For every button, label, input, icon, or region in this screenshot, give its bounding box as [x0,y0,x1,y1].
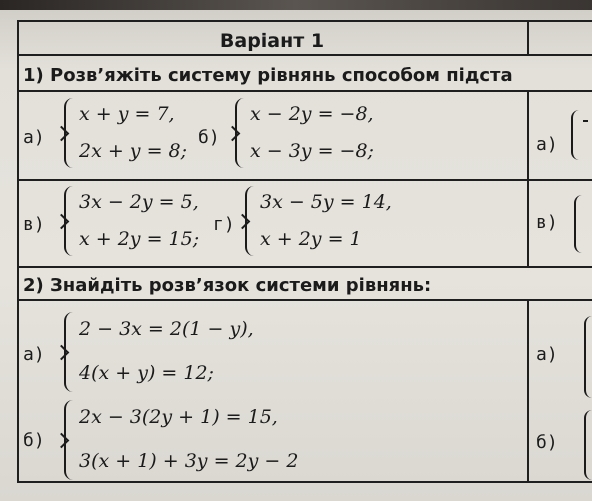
cut-off-brace [584,316,592,398]
task2-right-label-a: а) [536,344,558,365]
equation: 2 − 3x = 2(1 − y), [79,318,254,340]
equation: 3(x + 1) + 3y = 2y − 2 [79,450,299,472]
equation: 3x − 2y = 5, [79,191,199,213]
task1-system-g [245,186,445,256]
task2-heading: 2) Знайдіть розв’язок системи рівнянь: [23,275,432,296]
equation: 2x − 3(2y + 1) = 15, [79,406,278,428]
variant-title: Варіант 1 [219,30,325,52]
system-brace [235,98,246,168]
task1-right-label-a: а) [536,134,558,155]
equation: x + 2y = 1 [260,228,362,250]
equation: 3x − 5y = 14, [260,191,392,213]
task1-label-g: г) [213,214,235,235]
task1-row-divider [17,179,592,181]
task2-system-a [64,312,364,392]
header-divider [17,54,592,56]
equation: x + y = 7, [79,103,175,125]
equation: 4(x + y) = 12; [79,362,214,384]
task2-right-label-b: б) [536,432,558,453]
equation: x + 2y = 15; [79,228,200,250]
cut-off-brace [574,195,584,253]
cut-off-equation [583,120,588,122]
table-top-border [17,20,592,22]
task2-system-b [64,400,364,480]
page-top-edge [0,0,592,10]
table-bottom-border [17,481,592,483]
system-brace [64,98,75,168]
cut-off-brace [571,110,581,160]
table-left-border [17,20,19,483]
task1-heading: 1) Розв’яжіть систему рівнянь способом підста [23,65,513,86]
cut-off-brace [584,410,592,480]
task1-label-v: в) [23,214,45,235]
task2-heading-divider [17,299,592,301]
task1-right-label-v: в) [536,212,558,233]
task2-column-divider [527,299,529,483]
task1-column-divider [527,90,529,268]
equation: x − 2y = −8, [250,103,374,125]
equation: 2x + y = 8; [79,140,188,162]
variant-table [17,12,592,482]
equation: x − 3y = −8; [250,140,374,162]
system-brace [64,400,75,480]
system-brace [245,186,256,256]
task1-label-b: б) [198,127,220,148]
task2-label-b: б) [23,430,45,451]
task1-heading-divider [17,90,592,92]
task1-system-b [235,98,435,168]
system-brace [64,186,75,256]
system-brace [64,312,75,392]
task2-label-a: а) [23,344,45,365]
task1-bottom-divider [17,266,592,268]
task1-label-a: а) [23,127,45,148]
header-column-divider [527,20,529,56]
